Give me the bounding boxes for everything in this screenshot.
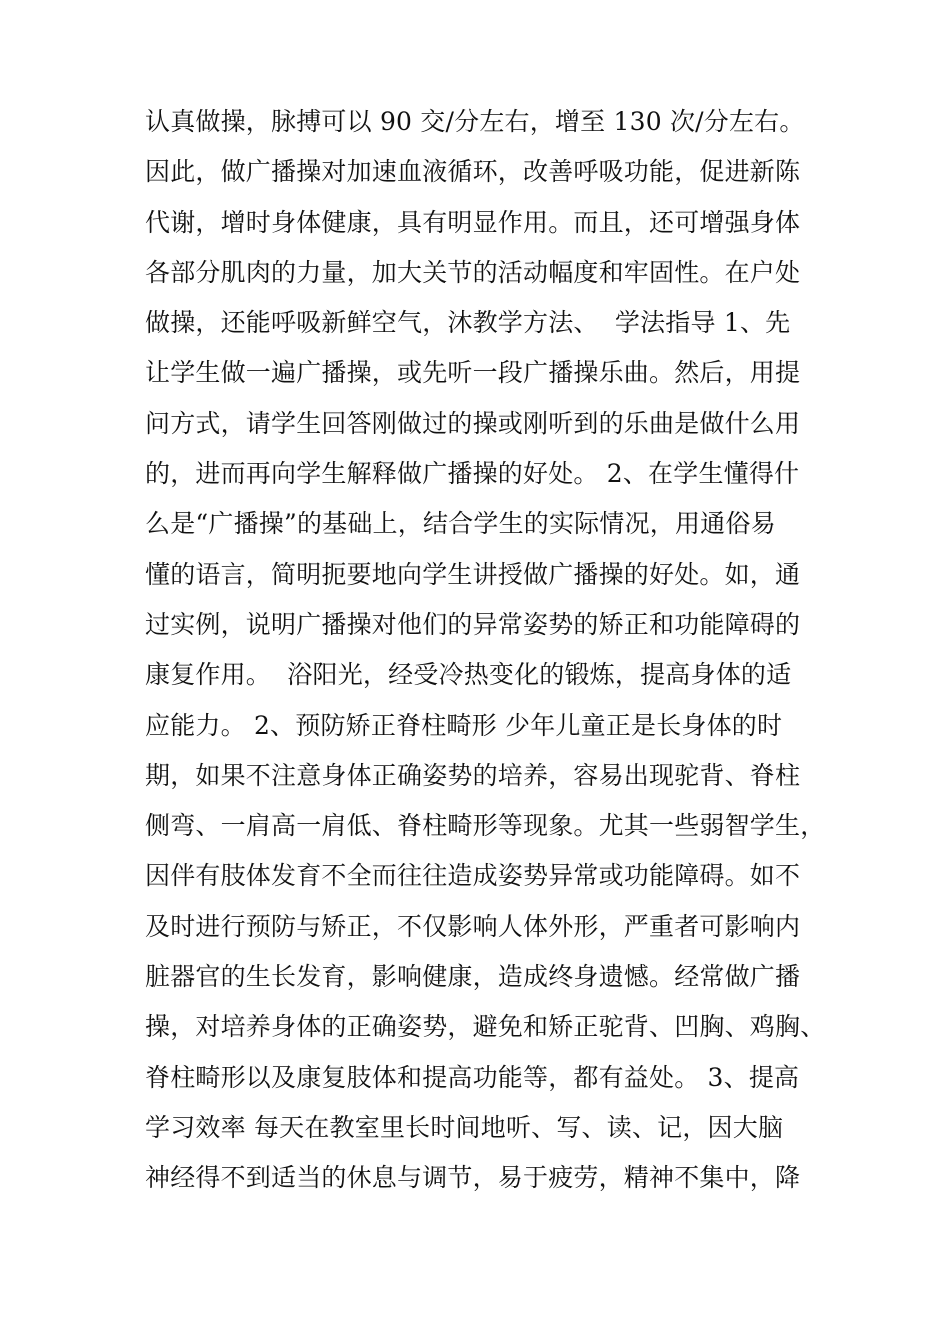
text-line: 侧弯、一肩高一肩低、脊柱畸形等现象。尤其一些弱智学生， (145, 811, 826, 841)
text-line: 期，如果不注意身体正确姿势的培养，容易出现驼背、脊柱 (145, 760, 801, 790)
text-line: 代谢，增时身体健康，具有明显作用。而且，还可增强身体 (145, 207, 801, 237)
text-line: 操，对培养身体的正确姿势，避免和矫正驼背、凹胸、鸡胸、 (145, 1012, 826, 1042)
text-line: 懂的语言，简明扼要地向学生讲授做广播操的好处。如，通 (145, 559, 801, 589)
text-line: 各部分肌肉的力量，加大关节的活动幅度和牢固性。在户处 (145, 257, 801, 287)
text-line: 神经得不到适当的休息与调节，易于疲劳，精神不集中，降 (145, 1163, 801, 1193)
text-line: 因伴有肢体发育不全而往往造成姿势异常或功能障碍。如不 (145, 861, 801, 891)
text-line: 及时进行预防与矫正，不仅影响人体外形，严重者可影响内 (145, 911, 801, 941)
text-line: 认真做操，脉搏可以 90 交/分左右，增至 130 次/分左右。 (145, 107, 805, 136)
text-line: 脊柱畸形以及康复肢体和提高功能等，都有益处。 3、提高 (145, 1062, 800, 1092)
text-line: 康复作用。 浴阳光，经受冷热变化的锻炼，提高身体的适 (145, 660, 792, 690)
text-line: 问方式，请学生回答刚做过的操或刚听到的乐曲是做什么用 (145, 408, 801, 438)
text-line: 过实例，说明广播操对他们的异常姿势的矫正和功能障碍的 (145, 609, 801, 639)
text-line: 么是“广播操”的基础上，结合学生的实际情况，用通俗易 (145, 509, 776, 539)
body-text (145, 97, 825, 1204)
text-line: 学习效率 每天在教室里长时间地听、写、读、记，因大脑 (145, 1112, 784, 1142)
text-line: 脏器官的生长发育，影响健康，造成终身遗憾。经常做广播 (145, 962, 801, 992)
text-line: 让学生做一遍广播操，或先听一段广播操乐曲。然后，用提 (145, 358, 801, 388)
text-line: 应能力。 2、预防矫正脊柱畸形 少年儿童正是长身体的时 (145, 710, 783, 740)
text-line: 的，进而再向学生解释做广播操的好处。 2、在学生懂得什 (145, 459, 800, 489)
text-line: 做操，还能呼吸新鲜空气，沐教学方法、 学法指导 1、先 (145, 308, 791, 338)
text-line: 因此，做广播操对加速血液循环，改善呼吸功能，促进新陈 (145, 157, 801, 187)
